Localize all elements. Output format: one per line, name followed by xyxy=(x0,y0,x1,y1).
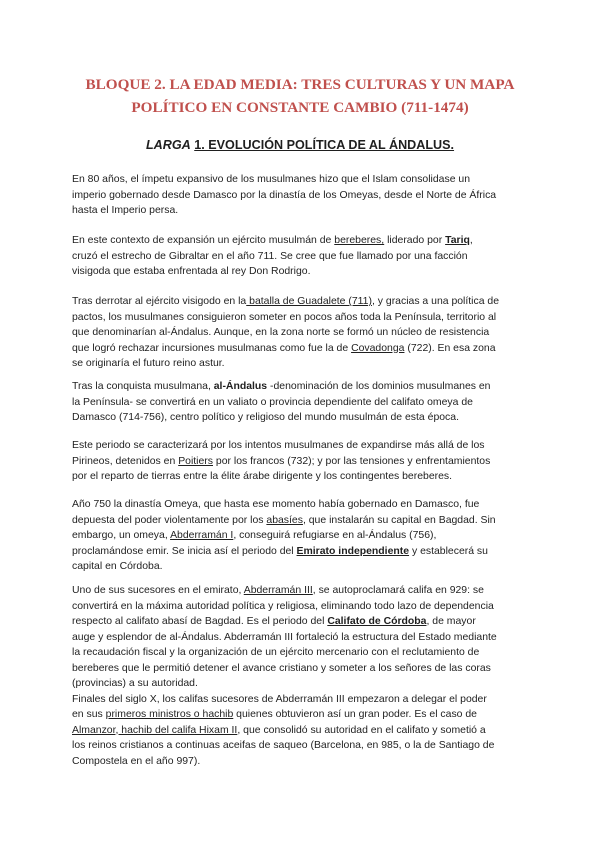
title-line-2: POLÍTICO EN CONSTANTE CAMBIO (711-1474) xyxy=(131,99,469,116)
paragraph-5 xyxy=(72,438,532,485)
section-heading xyxy=(0,137,600,153)
text-line: En este contexto de expansión un ejército musulmán de bereberes, liderado por Tariq, xyxy=(72,235,473,246)
term-abderraman-i: Abderramán I xyxy=(170,530,234,541)
text-line: Almanzor, hachib del califa Hixam II, que consolidó su autoridad en el califato y sometió a xyxy=(72,724,486,736)
text-line: (provincias) a su autoridad. xyxy=(72,678,198,689)
section-prefix: LARGA xyxy=(145,138,191,152)
text-line: Año 750 la dinastía Omeya, que hasta ese momento había gobernado en Damasco, fue xyxy=(72,499,480,510)
text-line: proclamándose emir. Se inicia así el periodo del Emirato independiente y establecerá su xyxy=(72,545,488,557)
term-califato-cordoba: Califato de Córdoba xyxy=(327,616,427,627)
text-line: que denominarían al-Ándalus. Aunque, en la zona norte se formó un núcleo de resistencia xyxy=(72,327,490,338)
text-line: Finales del siglo X, los califas sucesores de Abderramán III empezaron a delegar el poder xyxy=(72,693,487,705)
paragraph-6 xyxy=(72,497,532,575)
term-emirato-independiente: Emirato independiente xyxy=(296,545,410,557)
text-line: los reinos cristianos a continuas aceifas de saqueo (Barcelona, en 985, o la de Santiago de xyxy=(72,740,495,751)
term-almanzor: Almanzor, hachib del califa Hixam II xyxy=(72,724,238,736)
text-line: depuesta del poder violentamente por los abasíes, que instalarán su capital en Bagdad. Sin xyxy=(72,514,496,526)
text-line: cruzó el estrecho de Gibraltar en el año 711. Se cree que fue llamado por una facción xyxy=(72,250,468,262)
title-line-1: BLOQUE 2. LA EDAD MEDIA: TRES CULTURAS Y UN MAPA xyxy=(85,76,515,93)
text-line: bereberes que le permitió detener el avance cristiano y someter a los señores de las coras xyxy=(72,662,491,674)
text-line: Este periodo se caracterizará por los intentos musulmanes de expandirse más allá de los xyxy=(72,440,485,451)
text-line: Uno de sus sucesores en el emirato, Abderramán III, se autoproclamará califa en 929: se xyxy=(72,585,484,596)
text-line: la recaudación fiscal y la organización de un ejército mercenario con el reclutamiento de xyxy=(72,647,480,658)
term-al-andalus: al-Ándalus xyxy=(213,381,268,392)
text-line: en sus primeros ministros o hachib quienes obtuvieron así un gran poder. Es el caso de xyxy=(72,709,477,720)
text-line: capital en Córdoba. xyxy=(72,561,163,572)
term-tariq: Tariq xyxy=(445,235,470,246)
term-bereberes: bereberes, xyxy=(334,235,385,246)
text-line: respecto al califato abasí de Bagdad. Es el periodo del Califato de Córdoba, de mayor xyxy=(72,616,476,627)
text-line: Tras la conquista musulmana, al-Ándalus -denominación de los dominios musulmanes en xyxy=(72,381,491,392)
text-line: imperio gobernado desde Damasco por la dinastía de los Omeyas, desde el Norte de África xyxy=(72,189,497,201)
text-line: Compostela en el año 997). xyxy=(72,755,201,767)
paragraph-3 xyxy=(72,294,532,372)
text-line: En 80 años, el ímpetu expansivo de los musulmanes hizo que el Islam consolidase un xyxy=(72,174,471,185)
text-line: la Península- se convertirá en un valiato o provincia dependiente del califato omeya de xyxy=(72,396,473,408)
text-line: Tras derrotar al ejército visigodo en la batalla de Guadalete (711), y gracias a una política de xyxy=(72,296,500,307)
text-line: se originaría el futuro reino astur. xyxy=(72,358,225,369)
text-line: auge y esplendor de al-Ándalus. Abderramán III fortaleció la estructura del Estado mediante xyxy=(72,631,497,643)
text-line: por el reparto de tierras entre la élite árabe dirigente y los contingentes bereberes. xyxy=(72,471,453,482)
text-line: Damasco (714-756), centro político y religioso del mundo musulmán de esta época. xyxy=(72,412,459,423)
document-title xyxy=(60,73,540,119)
text-line: hasta el Imperio persa. xyxy=(72,205,179,216)
term-batalla-guadalete: batalla de Guadalete (711) xyxy=(246,296,372,307)
section-title: 1. EVOLUCIÓN POLÍTICA DE AL ÁNDALUS. xyxy=(194,138,455,152)
text-line: pactos, los musulmanes consiguieron someter en pocos años toda la Península, territorio al xyxy=(72,311,497,323)
term-covadonga: Covadonga xyxy=(351,342,405,354)
paragraph-4 xyxy=(72,379,532,426)
text-line: Pirineos, detenidos en Poitiers por los francos (732); y por las tensiones y enfrentamientos xyxy=(72,455,491,467)
paragraph-7 xyxy=(72,583,532,769)
term-abderraman-iii: Abderramán III xyxy=(243,585,313,596)
paragraph-1 xyxy=(72,172,532,219)
text-line: embargo, un omeya, Abderramán I, conseguirá refugiarse en al-Ándalus (756), xyxy=(72,530,437,541)
term-abasies: abasíes xyxy=(266,514,303,526)
paragraph-2 xyxy=(72,233,532,280)
term-poitiers: Poitiers xyxy=(178,455,213,467)
text-line: convertirá en la máxima autoridad política y religiosa, eliminando todo lazo de dependencia xyxy=(72,600,494,612)
text-line: visigoda que estaba enfrentada al rey Don Rodrigo. xyxy=(72,266,311,277)
text-line: que logró rechazar incursiones musulmanas como fue la de Covadonga (722). En esa zona xyxy=(72,342,496,354)
term-primeros-ministros: primeros ministros o hachib xyxy=(105,709,234,720)
